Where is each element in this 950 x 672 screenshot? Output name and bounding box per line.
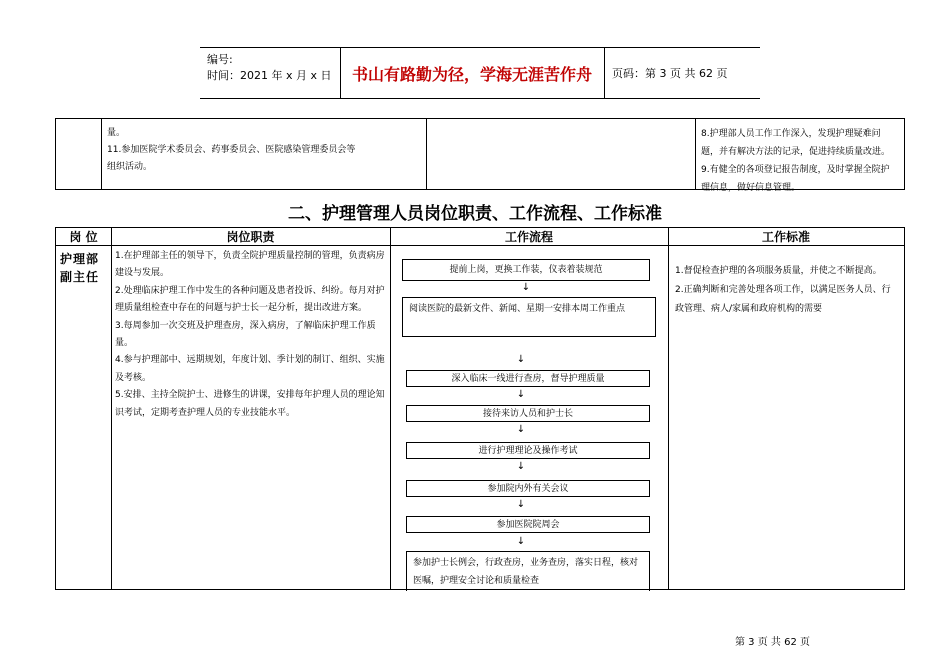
position-title bbox=[60, 250, 108, 286]
text-line: 量。 bbox=[107, 128, 126, 138]
workflow-step: 深入临床一线进行查房，督导护理质量 bbox=[406, 370, 650, 387]
header-row-divider bbox=[56, 245, 904, 246]
text-line: 理信息，做好信息管理。 bbox=[701, 183, 801, 193]
column-header-duties: 岗位职责 bbox=[226, 230, 275, 244]
down-arrow-icon: ↓ bbox=[516, 354, 526, 365]
down-arrow-icon: ↓ bbox=[521, 282, 531, 293]
duty-item: 1.在护理部主任的领导下，负责全院护理质量控制的管理，负责病房建设与发展。 bbox=[115, 251, 385, 279]
duty-item: 3.每周参加一次交班及护理查房，深入病房，了解临床护理工作质量。 bbox=[115, 320, 376, 349]
continued-standards bbox=[701, 125, 901, 197]
duty-item: 2.处理临床护理工作中发生的各种问题及患者投诉、纠纷。每月对护理质量组检查中存在的问题与护士长一起分析，提出改进方案。 bbox=[115, 285, 385, 314]
column-divider bbox=[668, 228, 669, 589]
duty-item: 5.安排、主持全院护士、进修生的讲课，安排每年护理人员的理论知识考试，定期考查护理人员的专业技能水平。 bbox=[115, 390, 385, 418]
header-meta bbox=[207, 52, 332, 84]
workflow-step: 提前上岗，更换工作装，仪表着装规范 bbox=[402, 259, 650, 281]
continued-duties bbox=[107, 125, 407, 176]
header-divider bbox=[604, 48, 605, 98]
duties-list bbox=[115, 248, 387, 422]
workflow-step: 接待来访人员和护士长 bbox=[406, 405, 650, 422]
duty-item: 4.参与护理部中、远期规划，年度计划、季计划的制订、组织、实施及考核。 bbox=[115, 355, 385, 383]
down-arrow-icon: ↓ bbox=[516, 461, 526, 472]
text-line: 题，并有解决方法的记录，促进持续质量改进。 bbox=[701, 147, 891, 157]
text-line: 11.参加医院学术委员会、药事委员会、医院感染管理委员会等 bbox=[107, 145, 356, 155]
duties-table bbox=[55, 227, 905, 590]
position-line: 护理部 bbox=[60, 252, 100, 266]
text-line: 9.有健全的各项登记报告制度，及时掌握全院护 bbox=[701, 165, 890, 175]
column-divider bbox=[695, 119, 696, 189]
column-divider bbox=[426, 119, 427, 189]
column-header-workflow: 工作流程 bbox=[504, 230, 553, 244]
header-page-number: 页码：第 3 页 共 62 页 bbox=[612, 67, 728, 80]
workflow-step: 参加院内外有关会议 bbox=[406, 480, 650, 497]
section-title: 二、护理管理人员岗位职责、工作流程、工作标准 bbox=[288, 204, 662, 224]
standard-item: 1.督促检查护理的各项服务质量，并使之不断提高。 bbox=[675, 266, 882, 276]
text-line: 组织活动。 bbox=[107, 162, 153, 172]
down-arrow-icon: ↓ bbox=[516, 424, 526, 435]
workflow-step: 进行护理理论及操作考试 bbox=[406, 442, 650, 459]
standard-item: 2.正确判断和完善处理各项工作，以满足医务人员、行政管理、病人/家属和政府机构的需要 bbox=[675, 285, 891, 314]
standards-list bbox=[675, 262, 897, 319]
workflow-step: 参加医院院周会 bbox=[406, 516, 650, 533]
document-code-label: 编号: bbox=[207, 53, 233, 66]
column-divider bbox=[101, 119, 102, 189]
column-header-position: 岗 位 bbox=[69, 230, 98, 244]
down-arrow-icon: ↓ bbox=[516, 389, 526, 400]
page-footer: 第 3 页 共 62 页 bbox=[735, 637, 810, 648]
workflow-step: 参加护士长例会，行政查房，业务查房，落实日程，核对医嘱，护理安全讨论和质量检查 bbox=[406, 551, 650, 591]
text-line: 8.护理部人员工作工作深入，发现护理疑难问 bbox=[701, 129, 881, 139]
document-date: 时间：2021 年 x 月 x 日 bbox=[207, 69, 332, 82]
down-arrow-icon: ↓ bbox=[516, 536, 526, 547]
column-divider bbox=[390, 228, 391, 589]
column-header-standards: 工作标准 bbox=[761, 230, 810, 244]
column-divider bbox=[111, 228, 112, 589]
page-header bbox=[200, 47, 760, 99]
position-line: 副主任 bbox=[60, 270, 100, 284]
workflow-step: 阅读医院的最新文件、新闻、星期一安排本周工作重点 bbox=[402, 297, 656, 337]
header-motto: 书山有路勤为径，学海无涯苦作舟 bbox=[351, 64, 592, 84]
continued-table bbox=[55, 118, 905, 193]
down-arrow-icon: ↓ bbox=[516, 499, 526, 510]
